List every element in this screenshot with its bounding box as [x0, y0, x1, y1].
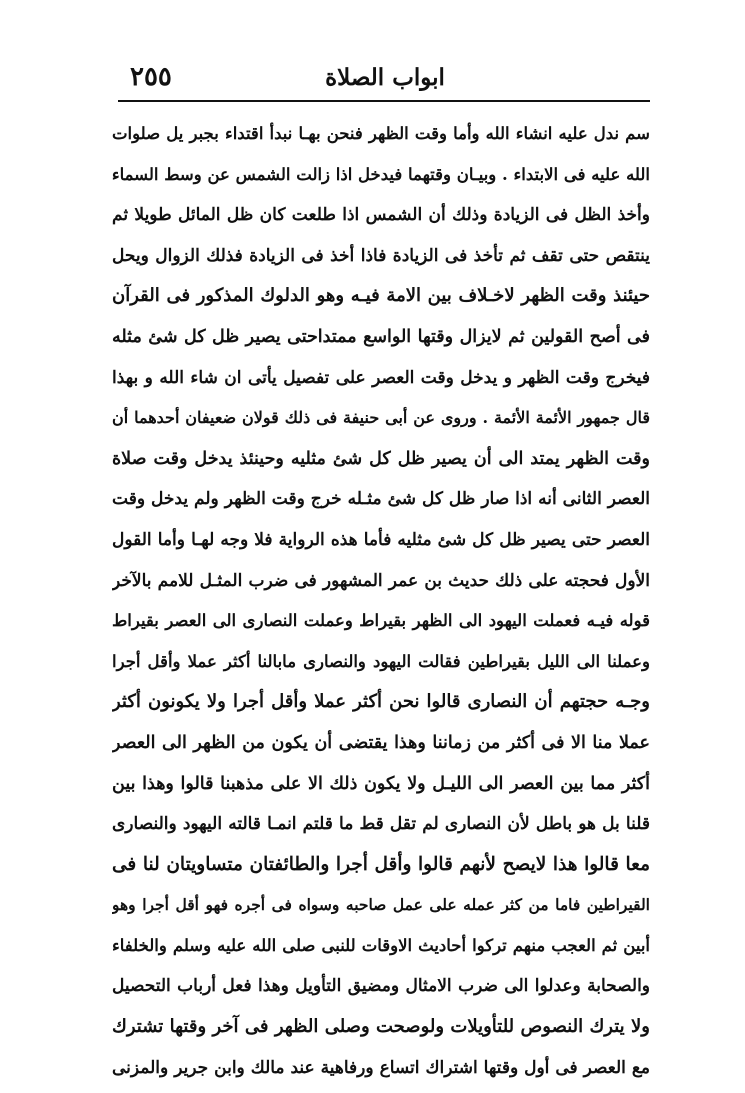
text-line: عملا منا الا فى أكثر من زماننا وهذا يقتضى أن يكون من الظهر الى العصر [112, 732, 650, 753]
text-line: قوله فيـه فعملت اليهود الى الظهر بقيراط وعملت النصارى الى العصر بقيراط [112, 611, 650, 631]
text-line: أكثر مما بين العصر الى الليـل ولا يكون ذلك الا على مذهبنا قالوا وهذا بين [112, 773, 650, 794]
text-line: وقت الظهر يمتد الى أن يصير ظل كل شئ مثليه وحينئذ يدخل وقت صلاة [112, 448, 650, 469]
text-line: وعملنا الى الليل بقيراطين فقالت اليهود والنصارى مابالنا أكثر عملا وأقل أجرا [112, 651, 650, 671]
header-rule [118, 100, 650, 102]
page-number: ٢٥٥ [130, 62, 172, 92]
text-line: قال جمهور الأئمة الأئمة . وروى عن أبى حنيفة فى ذلك قولان ضعيفان أحدهما أن [112, 408, 650, 428]
text-line: حيئنذ وقت الظهر لاخـلاف بين الامة فيـه وهو الدلوك المذكور فى القرآن [112, 285, 650, 307]
text-line: سم ندل عليه انشاء الله وأما وقت الظهر فنحن بهـا نبدأ اقتداء بجبر يل صلوات [112, 124, 650, 143]
text-line: العصر حتى يصير ظل كل شئ مثليه فأما هذه الرواية فلا وجه لهـا وأما القول [112, 529, 650, 550]
text-line: مع العصر فى أول وقتها اشتراك اتساع ورفاهية عند مالك وابن جرير والمزنى [112, 1057, 650, 1078]
text-line: الله عليه فى الابتداء . وبيـان وقتهما فيدخل اذا زالت الشمس عن وسط السماء [112, 164, 650, 184]
text-line: العصر الثانى أنه اذا صار ظل كل شئ مثـله خرج وقت الظهر ولم يدخل وقت [112, 489, 650, 510]
text-line: فيخرج وقت الظهر و يدخل وقت العصر على تفصيل يأتى ان شاء الله و بهذا [112, 367, 650, 388]
text-line: قلنا بل هو باطل لأن النصارى لم تقل قط ما قلتم انمـا قالته اليهود والنصارى [112, 814, 650, 835]
text-line: والصحابة وعدلوا الى ضرب الامثال ومضيق التأويل وهذا فعل أرباب التحصيل [112, 976, 650, 997]
text-line: معا قالوا هذا لايصح لأنهم قالوا وأقل أجرا والطائفتان متساويتان لنا فى [112, 853, 650, 875]
page-title: ابواب الصلاة [325, 64, 445, 91]
running-header [120, 60, 650, 100]
text-line: وأخذ الظل فى الزيادة وذلك أن الشمس اذا طلعت كان ظل المائل طويلا ثم [112, 205, 650, 226]
text-line: أبين ثم العجب منهم تركوا أحاديث الاوقات للنبى صلى الله عليه وسلم والخلفاء [112, 935, 650, 955]
text-line: ولا يترك النصوص للتأويلات ولوصحت وصلى الظهر فى آخر وقتها تشترك [112, 1016, 650, 1038]
body-text [112, 114, 650, 1088]
text-line: ينتقص حتى تقف ثم تأخذ فى الزيادة فاذا أخذ فى الزيادة فذلك الزوال ويحل [112, 245, 650, 266]
text-line: وجـه حجتهم أن النصارى قالوا نحن أكثر عملا وأقل أجرا ولا يكونون أكثر [112, 691, 650, 713]
text-line: الأول فحجته على ذلك حديث بن عمر المشهور فى ضرب المثـل للامم بالآخر [112, 570, 650, 591]
text-line: فى أصح القولين ثم لايزال وقتها الواسع ممتداحتى يصير ظل كل شئ مثله [112, 326, 650, 347]
text-line: القيراطين فاما من كثر عمله على عمل صاحبه وسواه فى أجره فهو أقل أجرا وهو [112, 895, 650, 915]
